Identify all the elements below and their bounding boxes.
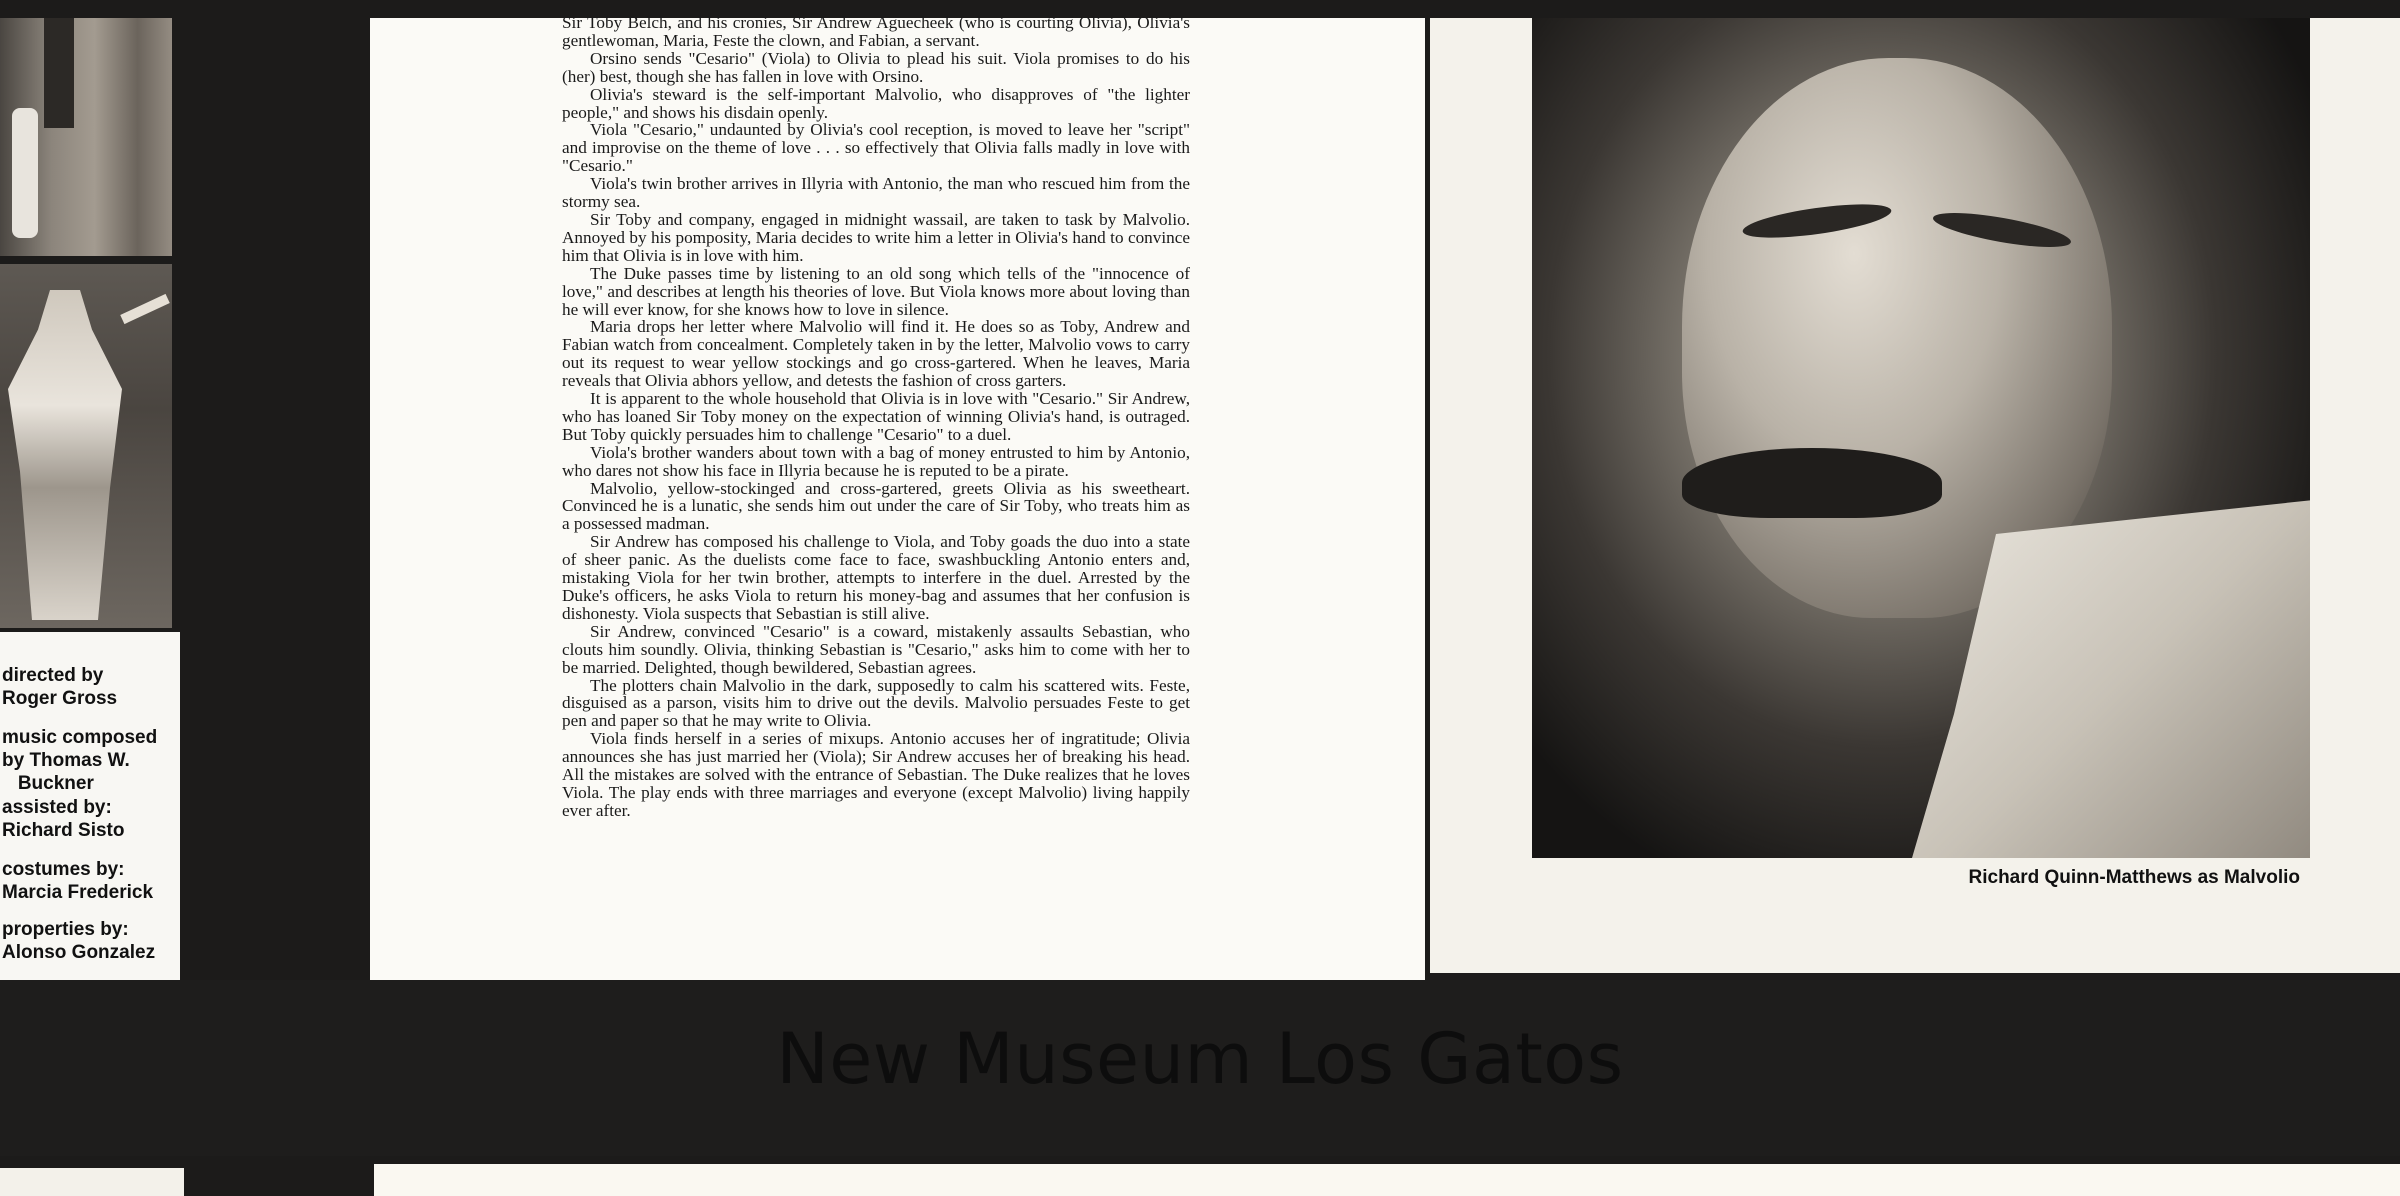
photo-shadow	[44, 18, 74, 128]
synopsis-paragraph: Viola's twin brother arrives in Illyria with Antonio, the man who rescued him from the stormy sea.	[562, 174, 1190, 212]
synopsis-paragraph: Viola finds herself in a series of mixups. Antonio accuses her of ingratitude; Olivia announces she has just married her (Viola); Sir Andrew accuses her of breaking his head. All the mistakes are solved with the entrance of Sebastian. The Duke realizes that he loves Viola. The play ends with three marriages and everyone (except Malvolio) living happily ever after.	[562, 729, 1190, 820]
credits-panel	[0, 632, 180, 984]
synopsis-paragraph: Sir Andrew, convinced "Cesario" is a coward, mistakenly assaults Sebastian, who clouts him soundly. Olivia, thinking Sebastian is "Cesario," asks him to come with her to be married. Delighted, though bewildered, Sebastian agrees.	[562, 621, 1190, 677]
synopsis-paragraph: Viola "Cesario," undaunted by Olivia's cool reception, is moved to leave her "script" and improvise on the theme of love . . . so effectively that Olivia falls madly in love with "Cesario."	[562, 120, 1190, 176]
stage-photo-actor	[0, 264, 172, 628]
left-page-edge	[0, 1168, 184, 1196]
photo-arm	[120, 294, 170, 324]
photo-figure	[8, 290, 128, 620]
credit-properties: properties by: Alonso Gonzalez	[2, 919, 156, 963]
photo-leg	[12, 108, 38, 238]
synopsis-paragraph: Sir Andrew has composed his challenge to Viola, and Toby goads the duo into a state of sheer panic. As the duelists come face to face, swashbuckling Antonio enters and, mistaking Viola for her twin brother, attempts to interfere in the duel. Arrested by the Duke's officers, he asks Viola to return his money-bag and assumes that her confusion is dishonesty. Viola suspects that Sebastian is still alive.	[562, 532, 1190, 623]
synopsis-paragraph: Olivia's steward is the self-important Malvolio, who disapproves of "the lighter people," and shows his disdain openly.	[562, 84, 1190, 122]
malvolio-portrait	[1532, 18, 2310, 858]
synopsis-paragraph: Viola's brother wanders about town with a bag of money entrusted to him by Antonio, who dares not show his face in Illyria because he is reputed to be a pirate.	[562, 442, 1190, 480]
photo-caption: Richard Quinn-Matthews as Malvolio	[1968, 867, 2300, 888]
stage-photo-legs	[0, 18, 172, 256]
synopsis-paragraph: Orsino sends "Cesario" (Viola) to Olivia to plead his suit. Viola promises to do his (her) best, though she has fallen in love with Orsino.	[562, 48, 1190, 86]
synopsis-paragraph: Maria drops her letter where Malvolio will find it. He does so as Toby, Andrew and Fabian watch from concealment. Completely taken in by the letter, Malvolio vows to carry out its request to wear yellow stockings and go cross-gartered. When he leaves, Maria reveals that Olivia abhors yellow, and detests the fashion of cross garters.	[562, 317, 1190, 391]
credit-music: music composed by Thomas W. Buckner	[2, 727, 158, 794]
synopsis-text	[562, 14, 1190, 820]
synopsis-paragraph: Sir Toby Belch, and his cronies, Sir Andrew Aguecheek (who is courting Olivia), Olivia's gentlewoman, Maria, Feste the clown, and Fabian, a servant.	[562, 13, 1190, 50]
synopsis-paragraph: Malvolio, yellow-stockinged and cross-gartered, greets Olivia as his sweetheart. Convinced he is a lunatic, she sends him out under the care of Sir Toby, who treats him as a possessed madman.	[562, 478, 1190, 534]
next-page-edge	[374, 1164, 2400, 1196]
credit-costumes: costumes by: Marcia Frederick	[2, 859, 154, 903]
watermark-text: New Museum Los Gatos	[776, 1018, 1624, 1100]
portrait-moustache	[1682, 448, 1942, 518]
synopsis-paragraph: The plotters chain Malvolio in the dark, supposedly to calm his scattered wits. Feste, disguised as a parson, visits him to drive out the devils. Malvolio persuades Feste to get pen and paper so that he may write to Olivia.	[562, 675, 1190, 731]
synopsis-paragraph: The Duke passes time by listening to an old song which tells of the "innocence of love," and describes at length his theories of love. But Viola knows more about loving than he will ever know, for she knows how to love in silence.	[562, 263, 1190, 319]
synopsis-paragraph: Sir Toby and company, engaged in midnight wassail, are taken to task by Malvolio. Annoyed by his pomposity, Maria decides to write him a letter in Olivia's hand to convince him that Olivia is in love with him.	[562, 209, 1190, 265]
credit-assistant: assisted by: Richard Sisto	[2, 797, 125, 841]
synopsis-paragraph: It is apparent to the whole household that Olivia is in love with "Cesario." Sir Andrew, who has loaned Sir Toby money on the expectation of winning Olivia's hand, is outraged. But Toby quickly persuades him to challenge "Cesario" to a duel.	[562, 389, 1190, 444]
credit-director: directed by Roger Gross	[2, 665, 118, 709]
